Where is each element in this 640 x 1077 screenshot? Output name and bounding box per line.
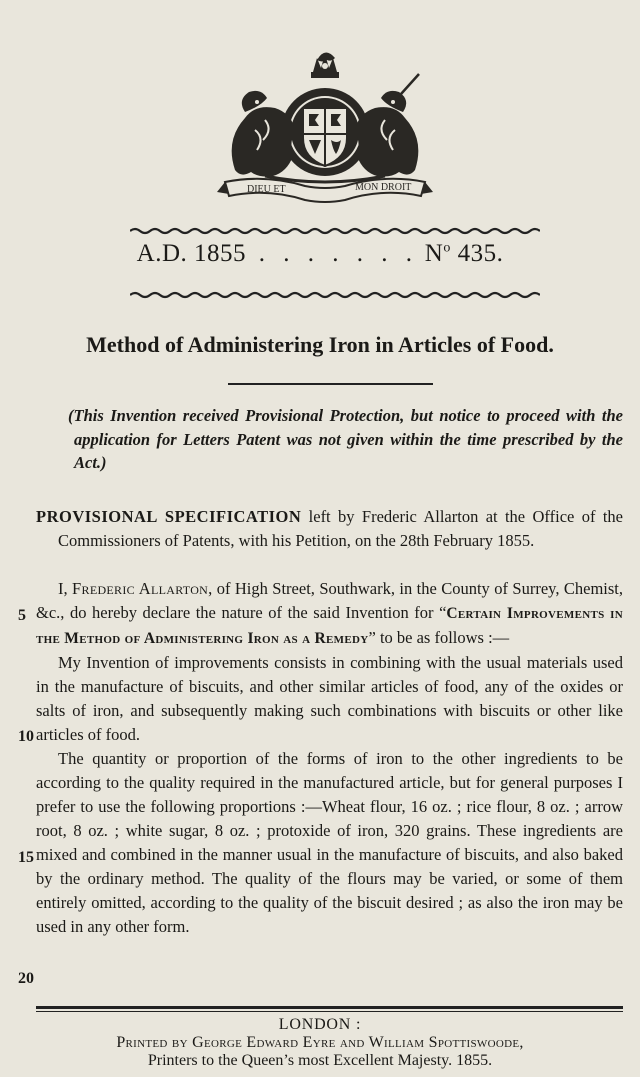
- protection-note-text: (This Invention received Provisional Protection, but notice to proceed with the application for Letters Patent was not given within the time prescribed by the Act.): [68, 406, 623, 472]
- patent-number: $N^o$ 435.: [424, 240, 504, 267]
- patent-title: Method of Administering Iron in Articles of Food.: [86, 332, 554, 357]
- paragraph-1: I, Frederic Allarton, of High Street, Southwark, in the County of Surrey, Chemist, &c., do hereby declare the nature of the said Invention for “Certain Improvements in the Method of Administering Iron as a Remedy” to be as follows :—: [36, 579, 623, 647]
- provisional-heading: PROVISIONAL SPECIFICATION: [36, 507, 302, 526]
- printer-footer: [0, 1016, 640, 1070]
- invention-caption: Certain Improvements in the Method of Administering Iron as a Remedy: [36, 605, 623, 647]
- footer-printers: Printed by George Edward Eyre and William Spottiswoode,: [116, 1034, 524, 1051]
- footer-printers-title: Printers to the Queen’s most Excellent Majesty. 1855.: [147, 1052, 493, 1069]
- line-number-15: 15: [18, 849, 34, 866]
- royal-coat-of-arms-icon: [205, 50, 445, 205]
- line-number-20: 20: [18, 970, 34, 987]
- footer-rule-thin: [36, 1011, 623, 1012]
- protection-note: [58, 404, 623, 475]
- paragraph-3: The quantity or proportion of the forms of iron to the other ingredients to be according to the quality required in the manufactured article, but for general purposes I prefer to use the following proportions :—Wheat flour, 16 oz. ; rice flour, 8 oz. ; arrow root, 8 oz. ; white sugar, 8 oz. ; protoxide of iron, 320 grains. These ingredients are mixed and combined in the manner usual in the manufacture of biscuits, and also baked by the ordinary method. The quality of the flours may be varied, or some of them entirely omitted, according to the quality of the biscuit desired ; as also the iron may be used in any other form.: [36, 749, 623, 936]
- line-number-5: 5: [18, 607, 26, 624]
- crest-motto-right: MON DROIT: [355, 182, 412, 193]
- paragraph-2: My Invention of improvements consists in combining with the usual materials used in the manufacture of biscuits, and other similar articles of food, any of the oxides or salts of iron, and subsequently making such combinations with biscuits or other like articles of food.: [36, 653, 623, 744]
- specification-body: [36, 577, 623, 939]
- patent-year: A.D. 1855: [136, 240, 247, 267]
- title-divider: [228, 383, 433, 385]
- header-dots: . . . . . . .: [258, 240, 419, 267]
- line-number-10: 10: [18, 728, 34, 745]
- provisional-text: left by Frederic Allarton at the Office of the Commissioners of Patents, with his Petition, on the 28th February 1855.: [58, 507, 623, 550]
- provisional-specification: [36, 505, 623, 552]
- patent-header: [0, 240, 640, 268]
- ornamental-rule-bottom: [130, 290, 540, 300]
- inventor-name: Frederic Allarton: [72, 579, 209, 598]
- footer-rule-thick: [36, 1006, 623, 1009]
- crest-motto-left: DIEU ET: [247, 184, 286, 195]
- ornamental-rule-top: [130, 226, 540, 236]
- footer-city: LONDON :: [278, 1016, 362, 1033]
